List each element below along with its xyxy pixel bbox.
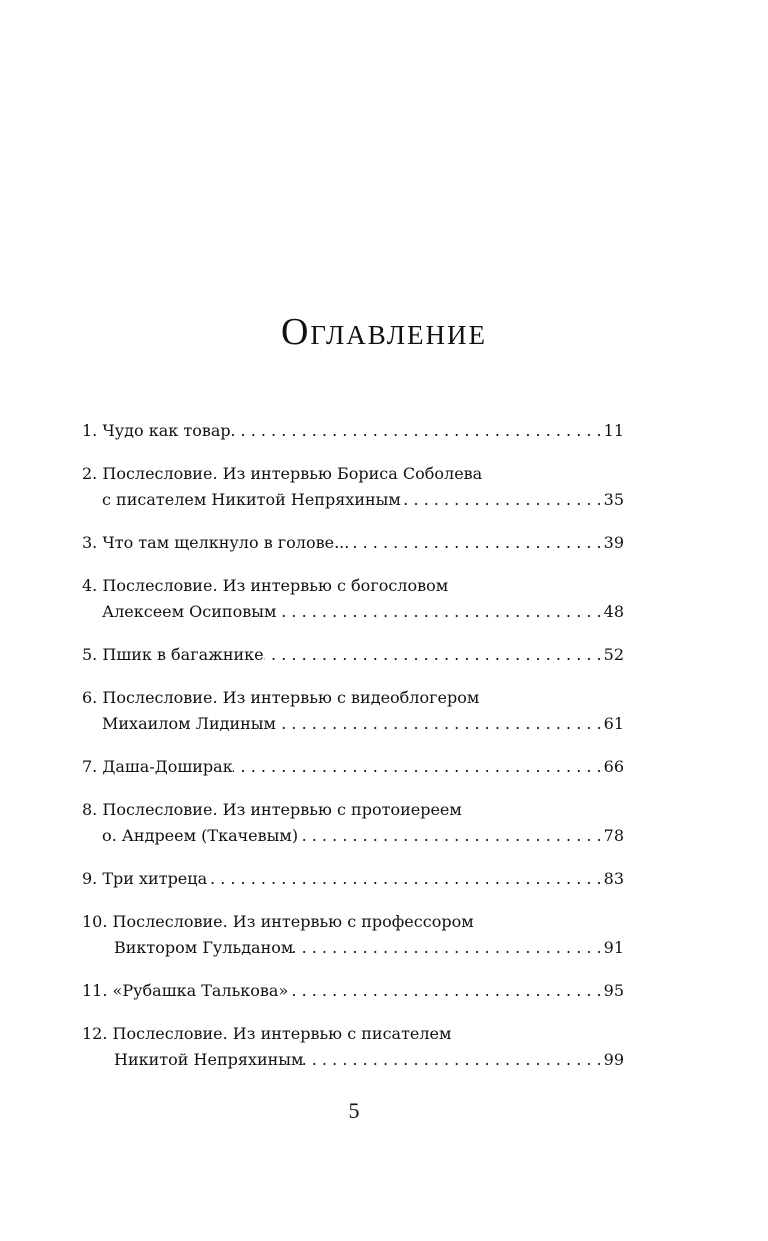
toc-entry-2[interactable] bbox=[82, 461, 624, 513]
entry-title: Чудо как товар bbox=[102, 421, 231, 440]
entry-number: 10. bbox=[82, 912, 108, 931]
toc-entry-11[interactable] bbox=[82, 978, 624, 1004]
entry-title-continued: с писателем Никитой Непряхиным bbox=[102, 490, 401, 509]
entry-number: 2. bbox=[82, 464, 98, 483]
entry-title: Послесловие. Из интервью с писателем bbox=[112, 1024, 452, 1043]
entry-page: 39 bbox=[603, 533, 624, 552]
entry-title: Послесловие. Из интервью с богословом bbox=[102, 576, 449, 595]
entry-title: Что там щелкнуло в голове... bbox=[102, 533, 350, 552]
entry-title: Послесловие. Из интервью с протоиереем bbox=[102, 800, 462, 819]
entry-title: Три хитреца bbox=[102, 869, 208, 888]
entry-title-continued: Алексеем Осиповым bbox=[102, 602, 277, 621]
entry-title: «Рубашка Талькова» bbox=[112, 981, 289, 1000]
dot-leader bbox=[276, 599, 603, 625]
toc-entry-9[interactable] bbox=[82, 866, 624, 892]
toc-title: Оглавление bbox=[280, 311, 488, 353]
entry-number: 5. bbox=[82, 645, 98, 664]
toc-entry-10[interactable] bbox=[82, 909, 624, 961]
entry-page: 95 bbox=[603, 981, 624, 1000]
entry-number: 6. bbox=[82, 688, 98, 707]
dot-leader bbox=[298, 823, 604, 849]
toc-entry-3[interactable] bbox=[82, 530, 624, 556]
entry-title-continued: Виктором Гульданом bbox=[114, 938, 294, 957]
entry-page: 35 bbox=[603, 490, 624, 509]
entry-number: 4. bbox=[82, 576, 98, 595]
entry-page: 61 bbox=[603, 714, 624, 733]
toc-entry-8[interactable] bbox=[82, 797, 624, 849]
entry-title-continued: Никитой Непряхиным bbox=[114, 1050, 304, 1069]
entry-number: 8. bbox=[82, 800, 98, 819]
entry-title: Послесловие. Из интервью с профессором bbox=[112, 912, 474, 931]
toc-entry-5[interactable] bbox=[82, 642, 624, 668]
toc-entry-4[interactable] bbox=[82, 573, 624, 625]
entry-number: 1. bbox=[82, 421, 98, 440]
entry-page: 48 bbox=[603, 602, 624, 621]
page-number: 5 bbox=[348, 1098, 360, 1123]
entry-number: 3. bbox=[82, 533, 98, 552]
entry-page: 83 bbox=[603, 869, 624, 888]
toc-entry-7[interactable] bbox=[82, 754, 624, 780]
dot-leader bbox=[207, 866, 604, 892]
entry-title: Послесловие. Из интервью Бориса Соболева bbox=[102, 464, 483, 483]
toc-entry-6[interactable] bbox=[82, 685, 624, 737]
entry-title-continued: Михаилом Лидиным bbox=[102, 714, 276, 733]
entry-title: Послесловие. Из интервью с видеоблогером bbox=[102, 688, 480, 707]
entry-number: 7. bbox=[82, 757, 98, 776]
toc-entry-1[interactable] bbox=[82, 418, 624, 444]
entry-number: 12. bbox=[82, 1024, 108, 1043]
dot-leader bbox=[264, 642, 604, 668]
entry-title-continued: о. Андреем (Ткачевым) bbox=[102, 826, 299, 845]
entry-title: Пшик в багажнике bbox=[102, 645, 264, 664]
dot-leader bbox=[293, 935, 603, 961]
dot-leader bbox=[349, 530, 603, 556]
entry-number: 9. bbox=[82, 869, 98, 888]
dot-leader bbox=[303, 1047, 603, 1073]
dot-leader bbox=[233, 754, 604, 780]
dot-leader bbox=[231, 418, 604, 444]
dot-leader bbox=[401, 487, 604, 513]
entry-page: 11 bbox=[603, 421, 624, 440]
entry-page: 99 bbox=[603, 1050, 624, 1069]
entry-page: 52 bbox=[603, 645, 624, 664]
entry-title: Даша-Доширак bbox=[102, 757, 233, 776]
dot-leader bbox=[276, 711, 604, 737]
table-of-contents bbox=[82, 418, 624, 1090]
toc-entry-12[interactable] bbox=[82, 1021, 624, 1073]
entry-page: 66 bbox=[603, 757, 624, 776]
entry-number: 11. bbox=[82, 981, 108, 1000]
entry-page: 91 bbox=[603, 938, 624, 957]
dot-leader bbox=[288, 978, 603, 1004]
entry-page: 78 bbox=[603, 826, 624, 845]
